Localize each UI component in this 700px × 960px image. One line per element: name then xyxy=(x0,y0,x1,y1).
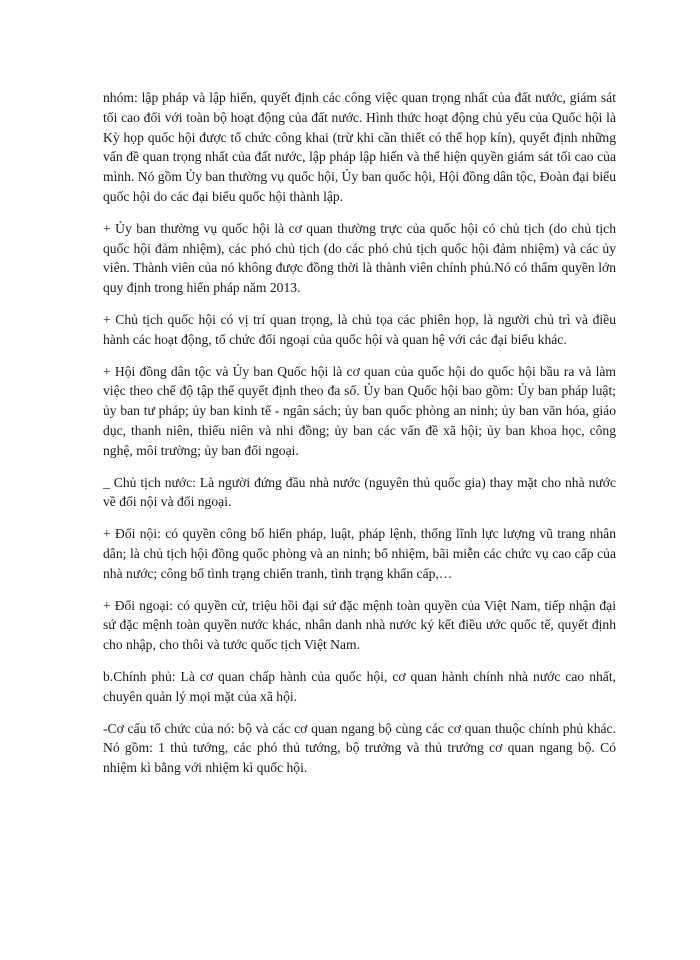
paragraph-hoi-dong-dan-toc: + Hội đồng dân tộc và Ủy ban Quốc hội là cơ quan của quốc hội do quốc hội bầu ra và làm việc theo chế độ tập thể quyết định theo đa số. Ủy ban Quốc hội bao gồm: Ủy ban pháp luật; ủy ban tư pháp; ủy ban kinh tế - ngân sách; ủy ban quốc phòng an ninh; ủy ban văn hóa, giáo dục, thanh niên, thiếu niên và nhi đồng; ủy ban các vấn đề xã hội; ủy ban khoa học, công nghệ, môi trường; ủy ban đối ngoại. xyxy=(103,363,616,458)
paragraph-quoc-hoi-intro: nhóm: lập pháp và lập hiến, quyết định các công việc quan trọng nhất của đất nước, giám sát tối cao đối với toàn bộ hoạt động của đất nước. Hình thức hoạt động chủ yếu của Quốc hội là Kỳ họp quốc hội được tổ chức công khai (trừ khi cần thiết có thể họp kín), quyết định những vấn đề quan trọng nhất của đất nước, lập pháp lập hiến và thể hiện quyền giám sát tối cao của mình. Nó gồm Ủy ban thường vụ quốc hội, Ủy ban quốc hội, Hội đồng dân tộc, Đoàn đại biểu quốc hội do các đại biểu quốc hội thành lập. xyxy=(103,90,616,204)
paragraph-doi-noi: + Đối nội: có quyền công bố hiến pháp, luật, pháp lệnh, thống lĩnh lực lượng vũ trang nhân dân; là chủ tịch hội đồng quốc phòng và an ninh; bổ nhiệm, bãi miễn các chức vụ cao cấp của nhà nước; công bố tình trạng chiến tranh, tình trạng khẩn cấp,… xyxy=(103,526,616,581)
paragraph-chu-tich-nuoc: _ Chủ tịch nước: Là người đứng đầu nhà nước (nguyên thủ quốc gia) thay mặt cho nhà nước về đối nội và đối ngoại. xyxy=(103,474,616,510)
paragraph-chinh-phu: b.Chính phủ: Là cơ quan chấp hành của quốc hội, cơ quan hành chính nhà nước cao nhất, chuyên quản lý mọi mặt của xã hội. xyxy=(103,668,616,704)
paragraph-doi-ngoai: + Đối ngoại: có quyền cử, triệu hồi đại sứ đặc mệnh toàn quyền của Việt Nam, tiếp nhận đại sứ đặc mệnh toàn quyền nước khác, nhân danh nhà nước ký kết điều ước quốc tế, quyết định cho nhập, cho thôi và tước quốc tịch Việt Nam. xyxy=(103,597,616,653)
document-page xyxy=(103,88,616,790)
paragraph-uy-ban-thuong-vu: + Ủy ban thường vụ quốc hội là cơ quan thường trực của quốc hội có chủ tịch (do chủ tịch quốc hội đảm nhiệm), các phó chủ tịch (do các phó chủ tịch quốc hội đảm nhiệm) và các ủy viên. Thành viên của nó không được đồng thời là thành viên chính phủ.Nó có thẩm quyền lớn quy định trong hiến pháp năm 2013. xyxy=(103,220,616,296)
paragraph-chu-tich-quoc-hoi: + Chủ tịch quốc hội có vị trí quan trọng, là chủ tọa các phiên họp, là người chủ trì và điều hành các hoạt động, tổ chức đối ngoại của quốc hội và quan hệ với các đại biểu khác. xyxy=(103,311,616,347)
paragraph-co-cau-to-chuc: -Cơ cấu tổ chức của nó: bộ và các cơ quan ngang bộ cùng các cơ quan thuộc chính phủ khác. Nó gồm: 1 thủ tướng, các phó thủ tướng, bộ trưởng và thủ trưởng cơ quan ngang bộ. Có nhiệm kì bằng với nhiệm kì quốc hội. xyxy=(103,720,616,776)
